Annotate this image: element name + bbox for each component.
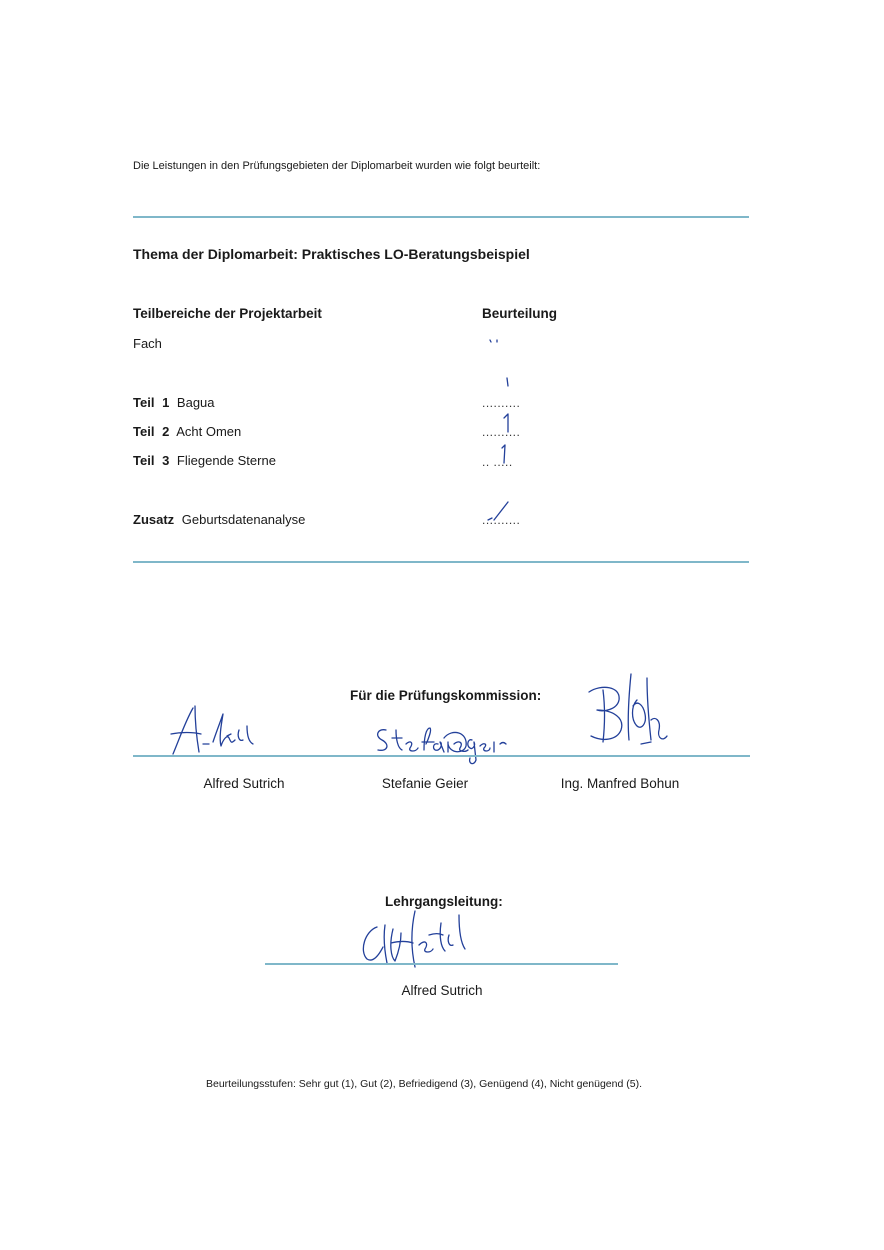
grading-scale: Beurteilungsstufen: Sehr gut (1), Gut (2), Befriedigend (3), Genügend (4), Nicht genügend (5).	[206, 1078, 642, 1090]
handwritten-grades	[480, 330, 560, 540]
row-label: Geburtsdatenanalyse	[181, 512, 306, 527]
row-prefix: Teil	[133, 395, 155, 410]
middle-divider	[133, 561, 749, 563]
commission-label: Für die Prüfungskommission:	[350, 688, 542, 703]
grade-dots: .. .....	[482, 455, 513, 469]
table-row	[133, 395, 215, 410]
row-number: 1	[162, 395, 170, 410]
fach-label: Fach	[133, 336, 162, 351]
thesis-topic: Thema der Diplomarbeit: Praktisches LO-Beratungsbeispiel	[133, 246, 530, 262]
top-divider	[133, 216, 749, 218]
row-prefix: Teil	[133, 424, 155, 439]
row-number: 3	[162, 453, 170, 468]
grade-dots: ..........	[482, 425, 521, 439]
signature-bohun	[585, 670, 675, 755]
signature-geier	[372, 720, 512, 770]
member-name: Stefanie Geier	[381, 776, 469, 791]
row-label: Acht Omen	[176, 424, 242, 439]
intro-text: Die Leistungen in den Prüfungsgebieten der Diplomarbeit wurden wie folgt beurteilt:	[133, 160, 541, 172]
table-header-left: Teilbereiche der Projektarbeit	[133, 306, 322, 321]
row-prefix: Zusatz	[133, 512, 175, 527]
lehrgang-name: Alfred Sutrich	[401, 983, 483, 998]
lehrgang-label: Lehrgangsleitung:	[385, 894, 503, 909]
member-name: Ing. Manfred Bohun	[560, 776, 680, 791]
signature-line-commission	[133, 755, 750, 757]
table-header-right: Beurteilung	[482, 306, 558, 321]
row-prefix: Teil	[133, 453, 155, 468]
grade-dots: ..........	[482, 513, 521, 527]
member-name: Alfred Sutrich	[203, 776, 285, 791]
row-number: 2	[162, 424, 170, 439]
row-label: Fliegende Sterne	[176, 453, 276, 468]
row-label: Bagua	[176, 395, 215, 410]
signature-sutrich	[165, 700, 275, 760]
table-row-zusatz	[133, 512, 305, 527]
table-row	[133, 453, 276, 468]
signature-line-lehrgang	[265, 963, 618, 965]
grade-dots: ..........	[482, 396, 521, 410]
table-row	[133, 424, 241, 439]
